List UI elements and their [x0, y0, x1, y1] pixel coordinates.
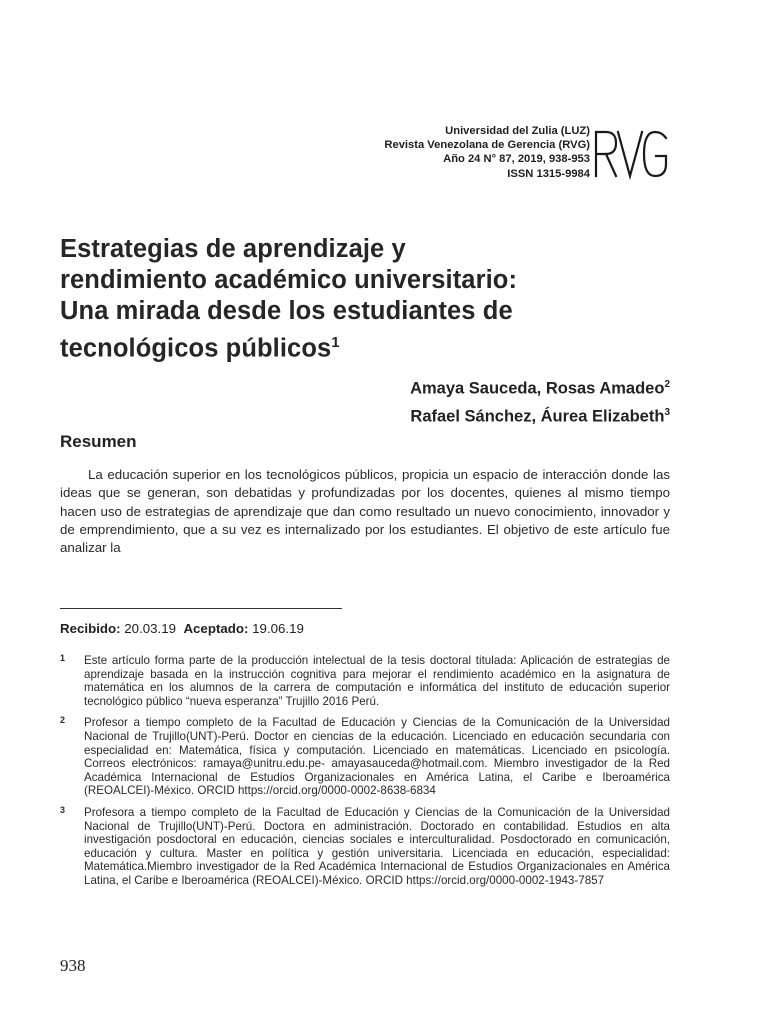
footnote-divider: [60, 608, 342, 609]
abstract-heading: Resumen: [60, 432, 137, 451]
footnotes: [60, 654, 670, 896]
accepted-label: Aceptado:: [183, 621, 249, 636]
author-1-footnote-mark: 2: [664, 379, 670, 390]
accepted-date: 19.06.19: [252, 621, 304, 636]
footnote-3: [60, 806, 670, 888]
submission-dates: [60, 621, 304, 636]
author-2-footnote-mark: 3: [664, 406, 670, 418]
footnote-number: 2: [60, 715, 66, 726]
title-line-2: rendimiento académico universitario:: [60, 266, 518, 294]
header-university: Universidad del Zulia (LUZ): [445, 125, 590, 137]
title-line-3: Una mirada desde los estudiantes de: [60, 297, 513, 325]
abstract-text: La educación superior en los tecnológicos públicos, propicia un espacio de interacción donde las ideas que se generan, son debatidas y profundizadas por los docentes, quienes al mismo tiempo hacen uso de estrategias de aprendizaje que dan como resultado un nuevo conocimiento, innovador y de emprendimiento, que a su vez es internalizado por los estudiantes. El objetivo de este artículo fue analizar la: [60, 467, 670, 556]
footnote-number: 1: [60, 653, 66, 663]
rvg-logo: [592, 126, 672, 180]
footnote-2: [60, 716, 670, 798]
footnote-text: Este artículo forma parte de la producción intelectual de la tesis doctoral titulada: Aplicación de estrategias de aprendizaje basada en la instrucción cognitiva para mejorar el rendimiento académico en la asignatura de matemática en los alumnos de la carrera de computación e informática del instituto de educación superior tecnológico público “nueva esperanza” Trujillo 2016 Perú.: [84, 654, 670, 708]
header-issn: ISSN 1315-9984: [507, 167, 590, 180]
author-2: Rafael Sánchez, Áurea Elizabeth$^3$: [410, 406, 670, 425]
title-footnote-mark: 1: [331, 334, 340, 351]
footnote-text: Profesor a tiempo completo de la Facultad de Educación y Ciencias de la Comunicación de la Universidad Nacional de Trujillo(UNT)-Perú. Doctor en ciencias de la educación. Licenciado en educación secundaria con especialidad en: Matemática, física y computación. Licenciado en matemáticas. Licenciado en psicología. Correos electrónicos: ramaya@unitru.edu.pe- amayasauceda@hotmail.com. Miembro investigador de la Red Académica Internacional de Estudios Organizacionales en América Latina, el Caribe e Iberoamérica (REOALCEI)-México. ORCID https://orcid.org/0000-0002-8638-6834: [84, 716, 670, 798]
article-title: [60, 234, 700, 365]
footnote-number: 3: [60, 804, 66, 815]
received-label: Recibido:: [60, 621, 121, 636]
header-issue: Año 24 N° 87, 2019, 938-953: [443, 153, 590, 166]
footnote-text: Profesora a tiempo completo de la Facultad de Educación y Ciencias de la Comunicación de la Universidad Nacional de Trujillo(UNT)-Perú. Doctora en administración. Doctorado en contabilidad. Estudios en alta investigación posdoctoral en educación, ciencias sociales e interculturalidad. Posdoctorado en comunicación, educación y cultura. Master en política y gestión universitaria. Licenciada en educación, especialidad: Matemática.Miembro investigador de la Red Académica Internacional de Estudios Organizacionales en América Latina, el Caribe e Iberoamérica (REOALCEI)-México. ORCID https://orcid.org/0000-0002-1943-7857: [84, 805, 670, 887]
title-line-1: Estrategias de aprendizaje y: [60, 235, 406, 263]
journal-header: [300, 124, 590, 181]
author-1: Amaya Sauceda, Rosas Amadeo$^2$: [410, 379, 670, 398]
title-line-4: tecnológicos públicos: [60, 334, 332, 363]
header-journal-name: Revista Venezolana de Gerencia (RVG): [384, 139, 590, 152]
author-list: [410, 373, 670, 428]
footnote-1: [60, 654, 670, 708]
received-date: 20.03.19: [124, 621, 177, 636]
page-number: 938: [60, 956, 86, 975]
